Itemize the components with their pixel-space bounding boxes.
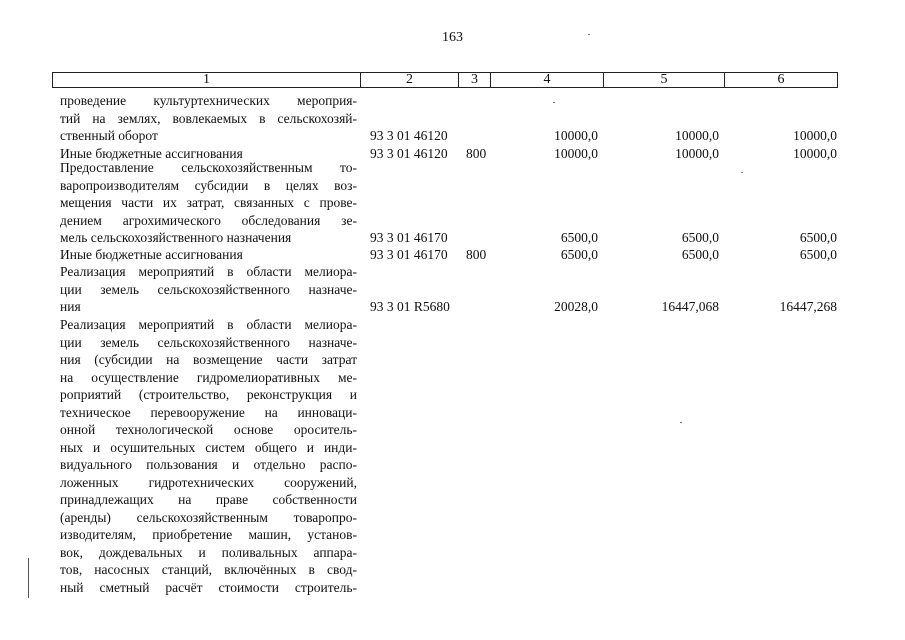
row-description bbox=[60, 263, 357, 316]
header-col-5: 5 bbox=[604, 73, 725, 87]
row-amount-col6: 6500,0 bbox=[799, 247, 837, 262]
desc-line: мещения части их затрат, связанных с прове- bbox=[60, 195, 357, 210]
desc-line: вок, дождевальных и поливальных аппара- bbox=[60, 544, 357, 560]
desc-line: ственный оборот bbox=[60, 128, 158, 143]
row-description bbox=[60, 246, 357, 264]
row-amount-col4: 6500,0 bbox=[560, 247, 598, 262]
desc-line: ния (субсидии на возмещение части затрат bbox=[60, 352, 357, 367]
row-amount-col5: 10000,0 bbox=[675, 145, 719, 161]
desc-line: техническое перевооружение на инноваци- bbox=[60, 404, 357, 420]
scan-speck bbox=[553, 102, 555, 103]
row-expense-type: 800 bbox=[466, 145, 487, 161]
desc-line: Реализация мероприятий в области мелиора- bbox=[60, 317, 357, 332]
desc-line: варопроизводителям субсидии в целях воз- bbox=[60, 177, 357, 193]
desc-line: Иные бюджетные ассигнования bbox=[60, 145, 243, 161]
scan-speck bbox=[741, 172, 743, 173]
header-col-2: 2 bbox=[361, 73, 459, 87]
scan-speck bbox=[588, 34, 590, 35]
row-amount-col5: 10000,0 bbox=[675, 128, 719, 143]
table-header bbox=[52, 72, 838, 88]
desc-line: ния bbox=[60, 299, 81, 314]
row-code: 93 3 01 R5680 bbox=[370, 299, 450, 314]
row-amount-col5: 16447,068 bbox=[661, 299, 719, 314]
row-amount-col4: 10000,0 bbox=[554, 145, 598, 161]
row-amount-col6: 6500,0 bbox=[799, 230, 837, 245]
row-code: 93 3 01 46120 bbox=[370, 145, 448, 161]
row-amount-col6: 10000,0 bbox=[793, 145, 837, 161]
row-amount-col5: 6500,0 bbox=[681, 230, 719, 245]
desc-line: дением агрохимического обследования зе- bbox=[60, 212, 357, 228]
row-amount-col4: 20028,0 bbox=[554, 299, 598, 314]
desc-line: ных и осушительных систем общего и инди- bbox=[60, 439, 357, 455]
desc-line: онной технологической основе ороситель- bbox=[60, 422, 357, 437]
page-number: 163 bbox=[442, 30, 463, 45]
row-expense-type: 800 bbox=[466, 247, 487, 262]
header-col-6: 6 bbox=[777, 72, 785, 87]
row-amount-col4: 10000,0 bbox=[554, 128, 598, 143]
row-description bbox=[60, 159, 357, 247]
desc-line: видуального пользования и отдельно распо- bbox=[60, 457, 357, 472]
row-amount-col6: 10000,0 bbox=[793, 128, 837, 143]
desc-line: Иные бюджетные ассигнования bbox=[60, 247, 243, 262]
row-description bbox=[60, 316, 357, 596]
desc-line: ложенных гидротехнических сооружений, bbox=[60, 474, 357, 490]
desc-line: роприятий (строительство, реконструкция и bbox=[60, 387, 357, 402]
row-code: 93 3 01 46170 bbox=[370, 247, 448, 262]
desc-line: Реализация мероприятий в области мелиора- bbox=[60, 264, 357, 279]
desc-line: на осуществление гидромелиоративных ме- bbox=[60, 369, 357, 385]
desc-line: изводителям, приобретение машин, установ- bbox=[60, 527, 357, 542]
desc-line: ный сметный расчёт стоимости строитель- bbox=[60, 579, 357, 595]
row-description bbox=[60, 92, 357, 145]
row-amount-col6: 16447,268 bbox=[779, 299, 837, 314]
row-amount-col5: 6500,0 bbox=[681, 247, 719, 262]
desc-line: проведение культуртехнических мероприя- bbox=[60, 93, 357, 108]
desc-line: мель сельскохозяйственного назначения bbox=[60, 230, 292, 245]
desc-line: Предоставление сельскохозяйственным то- bbox=[60, 160, 357, 175]
desc-line: тов, насосных станций, включённых в свод- bbox=[60, 562, 357, 577]
desc-line: ции земель сельскохозяйственного назначе- bbox=[60, 334, 357, 350]
desc-line: тий на землях, вовлекаемых в сельскохозяй- bbox=[60, 110, 357, 126]
desc-line: (аренды) сельскохозяйственным товаропро- bbox=[60, 509, 357, 525]
header-col-4: 4 bbox=[491, 73, 604, 87]
row-code: 93 3 01 46170 bbox=[370, 230, 448, 245]
row-code: 93 3 01 46120 bbox=[370, 128, 448, 143]
desc-line: принадлежащих на праве собственности bbox=[60, 492, 357, 507]
header-col-3: 3 bbox=[459, 73, 491, 87]
margin-mark bbox=[28, 558, 29, 598]
row-amount-col4: 6500,0 bbox=[560, 230, 598, 245]
header-col-1: 1 bbox=[53, 73, 361, 87]
desc-line: ции земель сельскохозяйственного назначе- bbox=[60, 281, 357, 297]
scan-speck bbox=[680, 422, 682, 423]
